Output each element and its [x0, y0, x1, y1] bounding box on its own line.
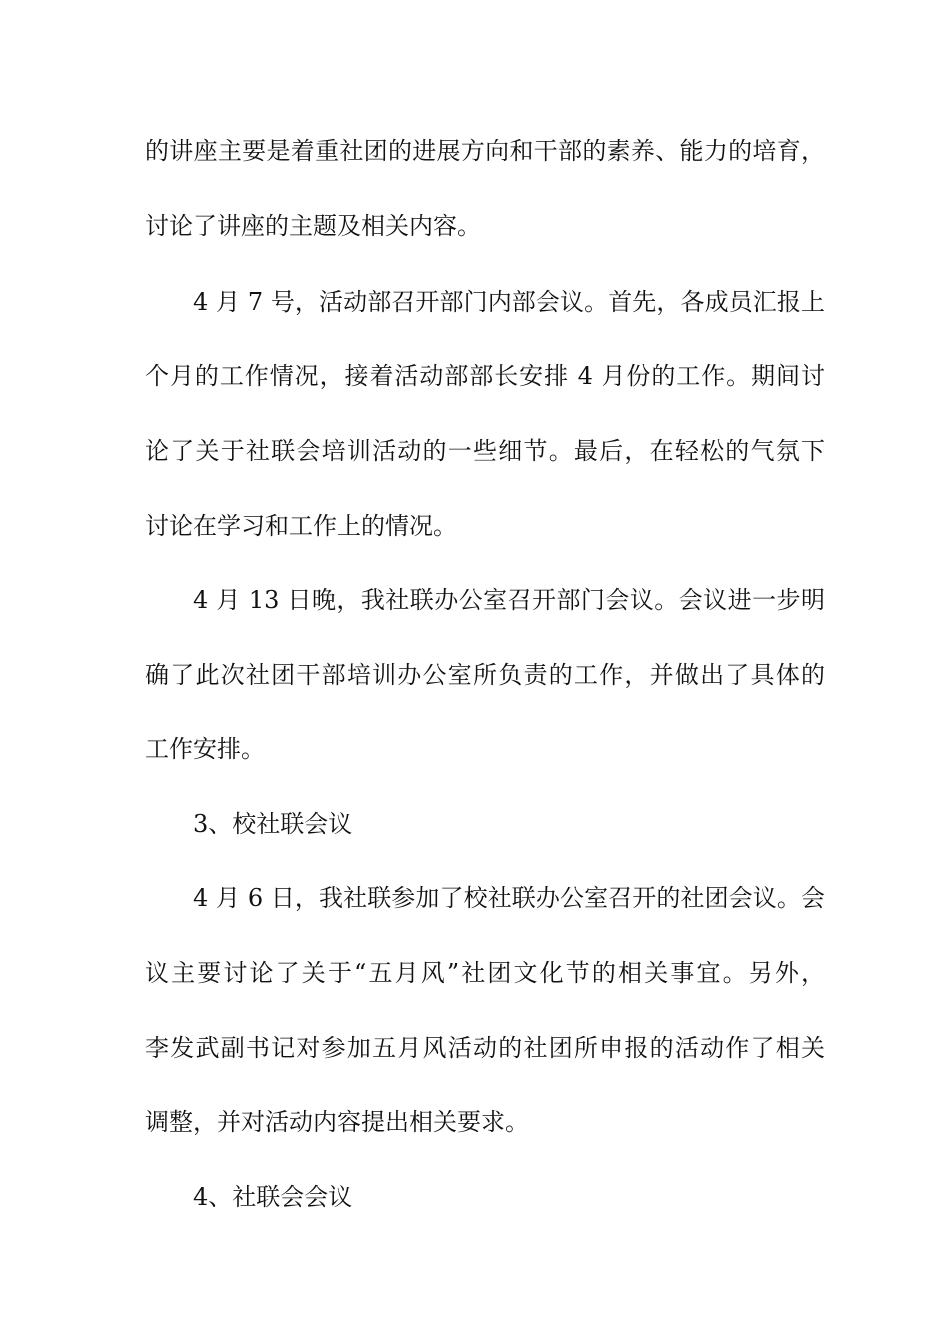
paragraph-line: 确了此次社团干部培训办公室所负责的工作，并做出了具体的: [145, 661, 825, 689]
paragraph-line: 工作安排。: [145, 735, 265, 763]
paragraph-line: 讨论了讲座的主题及相关内容。: [145, 212, 481, 240]
paragraph-line: 议主要讨论了关于“五月风”社团文化节的相关事宜。另外，: [145, 959, 825, 987]
paragraph-line: 4 月 13 日晚，我社联办公室召开部门会议。会议进一步明: [193, 586, 825, 614]
section-heading: 4、社联会会议: [193, 1183, 353, 1211]
paragraph-line: 4 月 6 日，我社联参加了校社联办公室召开的社团会议。会: [193, 884, 825, 912]
section-heading: 3、校社联会议: [193, 810, 353, 838]
paragraph-line: 个月的工作情况，接着活动部部长安排 4 月份的工作。期间讨: [145, 362, 825, 390]
paragraph-line: 李发武副书记对参加五月风活动的社团所申报的活动作了相关: [145, 1034, 825, 1062]
paragraph-line: 论了关于社联会培训活动的一些细节。最后，在轻松的气氛下: [145, 437, 825, 465]
paragraph-line: 4 月 7 号，活动部召开部门内部会议。首先，各成员汇报上: [193, 288, 825, 316]
paragraph-line: 的讲座主要是着重社团的进展方向和干部的素养、能力的培育，: [145, 137, 825, 165]
paragraph-line: 讨论在学习和工作上的情况。: [145, 512, 457, 540]
paragraph-line: 调整，并对活动内容提出相关要求。: [145, 1108, 529, 1136]
